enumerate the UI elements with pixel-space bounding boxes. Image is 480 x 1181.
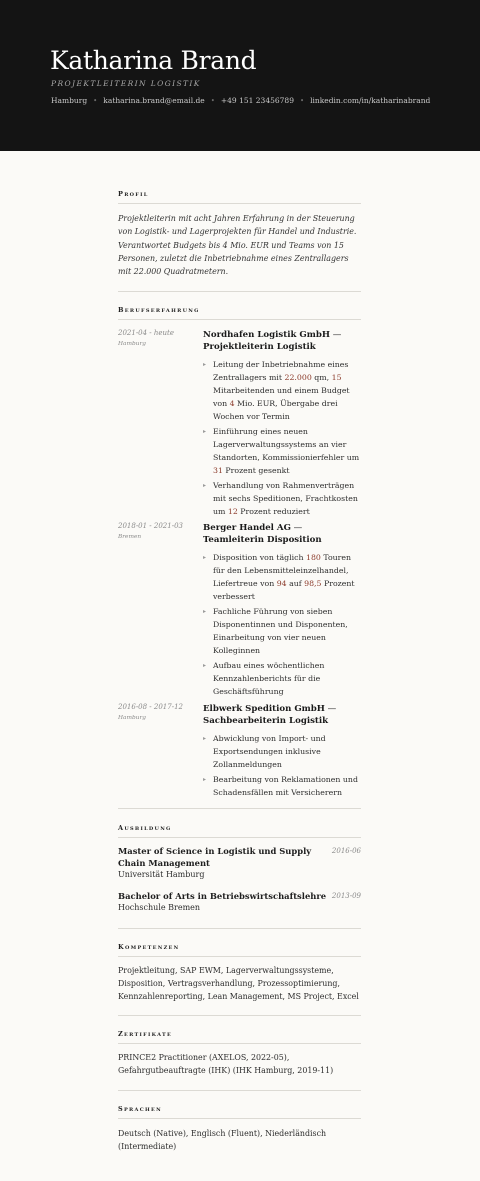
bullet-text: Prozent reduziert (237, 506, 310, 516)
bullet-text: auf (286, 579, 305, 589)
bullet-text: Einführung eines neuen Lagerverwaltungssystems an vier Standorten, Kommissionierfehler um (213, 426, 360, 463)
job-entry (118, 329, 361, 519)
graduation-date: 2016-06 (331, 847, 361, 855)
job-meta (118, 703, 203, 800)
divider (118, 928, 361, 929)
contact-line (51, 96, 430, 105)
section-heading-education: Ausbildung (118, 824, 361, 838)
job-bullet (203, 732, 361, 771)
job-role: Teamleiterin Disposition (203, 535, 322, 545)
highlight-number: 12 (227, 506, 238, 516)
divider (118, 808, 361, 809)
profile-text: Projektleiterin mit acht Jahren Erfahrung in der Steuerung von Logistik- und Lagerprojekten für Handel und Industrie. Verantwortet Budgets bis 4 Mio. EUR und Teams von 15 Personen, zuletzt die Inbetriebnahme eines Zentrallagers mit 22.000 Quadratmetern. (118, 214, 357, 277)
job-bullet (203, 659, 361, 698)
highlight-number: 4 (229, 399, 235, 409)
company-name: Berger Handel AG (203, 523, 291, 533)
job-bullets (203, 358, 361, 518)
title-dash: — (329, 330, 342, 340)
graduation-date: 2013-09 (331, 892, 361, 900)
company-name: Elbwerk Spedition GmbH (203, 704, 325, 714)
highlight-number: 94 (276, 579, 287, 589)
skills-section (118, 943, 361, 957)
bullet-text: Leitung der Inbetriebnahme eines Zentrallagers mit (213, 360, 349, 383)
contact-phone[interactable]: +49 151 23456789 (220, 96, 294, 105)
highlight-number: 31 (213, 466, 223, 476)
bullet-text: Abwicklung von Import- und Exportsendungen inklusive Zollanmeldungen (213, 734, 326, 770)
section-heading-experience: Berufserfahrung (118, 306, 361, 320)
highlight-number: 22.000 (284, 373, 312, 383)
job-bullets (203, 551, 361, 698)
job-entry (118, 522, 361, 699)
job-role: Projektleiterin Logistik (203, 342, 316, 352)
bullet-text: Prozent gesenkt (222, 466, 290, 476)
job-role: Sachbearbeiterin Logistik (203, 716, 329, 726)
divider (118, 1090, 361, 1091)
job-dates: 2021-04 - heute (118, 329, 175, 337)
candidate-title: PROJEKTLEITERIN LOGISTIK (51, 79, 201, 88)
experience-section (118, 306, 361, 320)
job-title (203, 703, 361, 727)
section-heading-skills: Kompetenzen (118, 943, 361, 957)
degree-title: Bachelor of Arts in Betriebswirtschaftslehre (118, 891, 327, 901)
education-item (118, 890, 361, 914)
job-details (203, 522, 361, 699)
skills-text: Projektleitung, SAP EWM, Lagerverwaltungssysteme, Disposition, Vertragsverhandlung, Prozessoptimierung, Kennzahlenreporting, Lean Management, MS Project, Excel (118, 966, 359, 1002)
bullet-text: Aufbau eines wöchentlichen Kennzahlenberichts für die Geschäftsführung (213, 660, 325, 696)
job-bullet (203, 773, 361, 799)
job-bullet (203, 551, 361, 603)
job-title (203, 522, 361, 546)
certificates-section (118, 1030, 361, 1044)
resume-header (0, 0, 480, 151)
bullet-text: Mio. EUR, Übergabe drei Wochen vor Termin (213, 399, 338, 422)
job-title (203, 329, 361, 353)
job-bullet (203, 479, 361, 518)
job-location: Bremen (118, 534, 142, 540)
separator-dot: • (93, 96, 98, 105)
title-dash: — (324, 704, 337, 714)
degree-title: Master of Science in Logistik und Supply Chain Management (118, 846, 312, 868)
education-item (118, 845, 361, 881)
job-meta (118, 329, 203, 519)
job-dates: 2016-08 - 2017-12 (118, 703, 183, 711)
certificates-text: PRINCE2 Practitioner (AXELOS, 2022-05), Gefahrgutbeauftragte (IHK) (IHK Hamburg, 2019-11) (118, 1053, 334, 1076)
job-bullet (203, 358, 361, 423)
section-heading-languages: Sprachen (118, 1105, 361, 1119)
highlight-number: 15 (331, 373, 342, 383)
highlight-number: 98,5 (304, 579, 322, 589)
job-location: Hamburg (118, 715, 146, 721)
job-bullets (203, 732, 361, 799)
contact-linkedin[interactable]: linkedin.com/in/katharinabrand (310, 96, 431, 105)
company-name: Nordhafen Logistik GmbH (203, 330, 330, 340)
languages-text: Deutsch (Native), Englisch (Fluent), Niederländisch (Intermediate) (118, 1129, 327, 1152)
bullet-text: Touren für den Lebensmitteleinzelhandel, Liefertreue von (213, 553, 352, 589)
section-heading-profile: Profil (118, 190, 361, 204)
separator-dot: • (299, 96, 305, 105)
divider (118, 291, 361, 292)
education-section (118, 824, 361, 838)
languages-section (118, 1105, 361, 1119)
contact-location: Hamburg (51, 96, 88, 105)
job-details (203, 703, 361, 800)
job-details (203, 329, 361, 519)
bullet-text: Disposition von täglich (213, 553, 306, 562)
job-dates: 2018-01 - 2021-03 (118, 522, 183, 530)
job-meta (118, 522, 203, 699)
separator-dot: • (210, 96, 215, 105)
bullet-text: qm, (311, 373, 332, 383)
bullet-text: Bearbeitung von Reklamationen und Schadensfällen mit Versicherern (213, 774, 358, 797)
bullet-text: Prozent verbessert (213, 579, 355, 602)
school-name: Universität Hamburg (118, 870, 205, 879)
contact-email[interactable]: katharina.brand@email.de (103, 96, 205, 105)
profile-section (118, 190, 361, 278)
job-bullet (203, 605, 361, 657)
title-dash: — (290, 523, 303, 533)
divider (118, 1015, 361, 1016)
school-name: Hochschule Bremen (118, 903, 201, 912)
job-entry (118, 703, 361, 800)
bullet-text: Fachliche Führung von sieben Disponentinnen und Disponenten, Einarbeitung von vier neuen Kolleginnen (213, 606, 348, 656)
job-location: Hamburg (118, 341, 146, 347)
bullet-text: Mitarbeitenden und einem Budget von (213, 386, 350, 409)
candidate-name: Katharina Brand (50, 46, 257, 75)
section-heading-certificates: Zertifikate (118, 1030, 361, 1044)
highlight-number: 180 (305, 553, 321, 562)
job-bullet (203, 425, 361, 477)
bullet-text: Verhandlung von Rahmenverträgen mit sechs Speditionen, Frachtkosten um (213, 480, 358, 516)
